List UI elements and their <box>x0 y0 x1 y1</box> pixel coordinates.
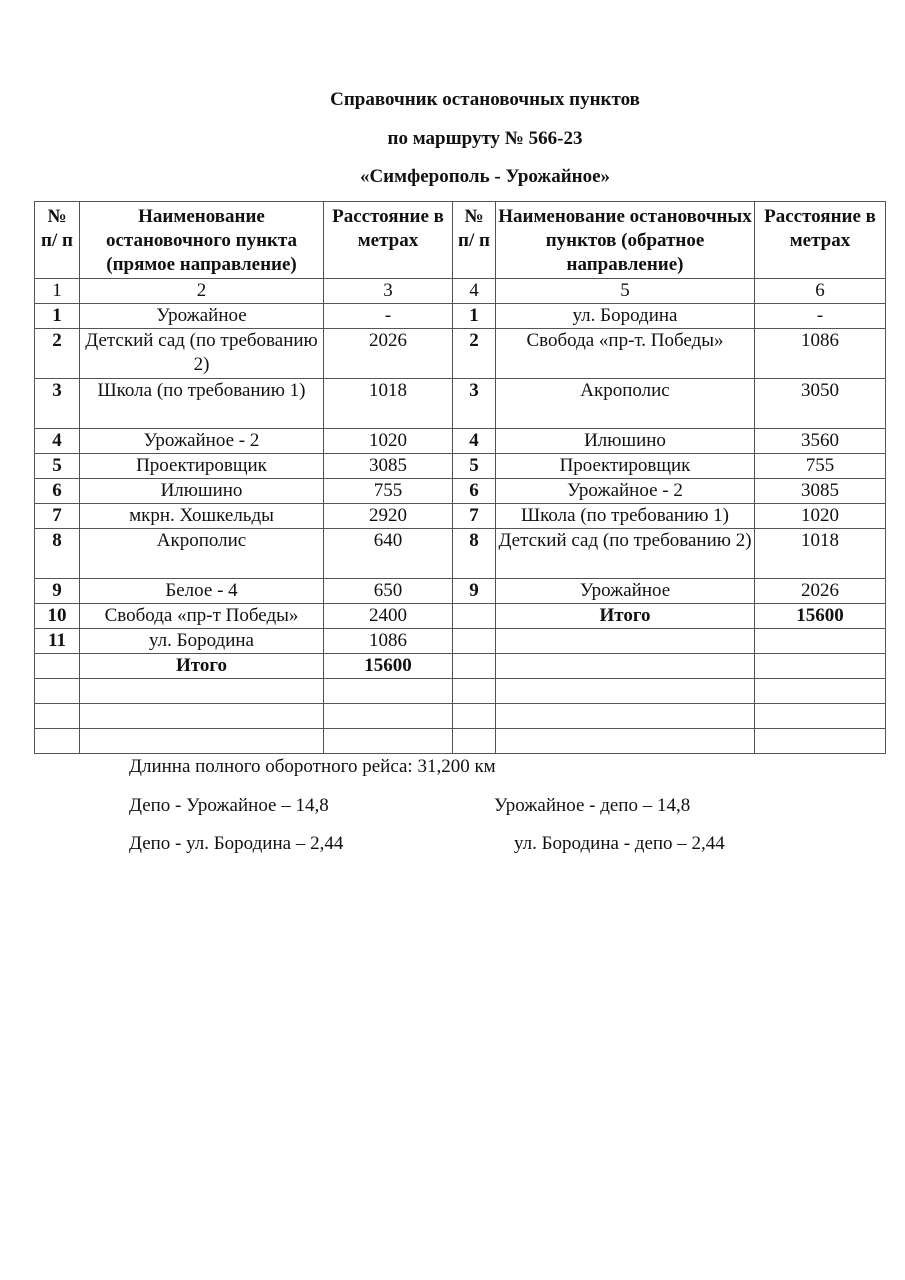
stop-number-forward: 10 <box>35 604 80 629</box>
stop-distance-reverse <box>755 629 886 654</box>
document-title: Справочник остановочных пунктов <box>330 89 640 110</box>
header-name-forward: Наименование остановочного пункта (прямое направление) <box>80 202 324 279</box>
stop-name-reverse: ул. Бородина <box>496 304 755 329</box>
stop-name-forward: Урожайное <box>80 304 324 329</box>
table-header-row <box>35 202 886 279</box>
stop-name-reverse: Урожайное <box>496 579 755 604</box>
total-label-reverse: Итого <box>496 604 755 629</box>
borodina-to-depot: ул. Бородина - депо – 2,44 <box>514 833 725 854</box>
stop-number-forward: 8 <box>35 529 80 579</box>
stop-number-forward: 4 <box>35 429 80 454</box>
column-number: 6 <box>755 279 886 304</box>
stop-number-reverse: 1 <box>453 304 496 329</box>
route-number-title: по маршруту № 566-23 <box>387 128 583 149</box>
depot-to-urozhaynoe: Депо - Урожайное – 14,8 <box>129 795 329 816</box>
stop-number-forward: 9 <box>35 579 80 604</box>
stop-name-reverse: Свобода «пр-т. Победы» <box>496 329 755 379</box>
stop-number-forward: 11 <box>35 629 80 654</box>
stop-number-reverse: 2 <box>453 329 496 379</box>
stop-distance-forward: 755 <box>324 479 453 504</box>
column-number: 2 <box>80 279 324 304</box>
header-distance-reverse: Расстояние в метрах <box>755 202 886 279</box>
stop-name-forward: Проектировщик <box>80 454 324 479</box>
empty-row <box>35 729 886 754</box>
full-trip-length: Длинна полного оборотного рейса: 31,200 км <box>129 756 496 777</box>
stop-distance-forward: 2026 <box>324 329 453 379</box>
stop-number-reverse: 7 <box>453 504 496 529</box>
stop-distance-reverse: 1020 <box>755 504 886 529</box>
stop-name-reverse: Школа (по требованию 1) <box>496 504 755 529</box>
stop-distance-reverse: 1018 <box>755 529 886 579</box>
table-row <box>35 529 886 579</box>
depot-to-borodina: Депо - ул. Бородина – 2,44 <box>129 833 344 854</box>
table-row <box>35 379 886 429</box>
stop-distance-forward: 1020 <box>324 429 453 454</box>
table-row <box>35 304 886 329</box>
column-number: 3 <box>324 279 453 304</box>
stop-distance-forward: 650 <box>324 579 453 604</box>
stop-distance-forward: 2400 <box>324 604 453 629</box>
stop-number-forward: 6 <box>35 479 80 504</box>
table-row <box>35 579 886 604</box>
empty-row <box>35 704 886 729</box>
table-row <box>35 604 886 629</box>
stop-distance-forward: 2920 <box>324 504 453 529</box>
stop-name-forward: Урожайное - 2 <box>80 429 324 454</box>
total-distance-forward: 15600 <box>324 654 453 679</box>
stop-number-forward: 5 <box>35 454 80 479</box>
table-row <box>35 479 886 504</box>
table-row <box>35 429 886 454</box>
stop-number-reverse <box>453 654 496 679</box>
column-number-row <box>35 279 886 304</box>
stop-number-forward: 7 <box>35 504 80 529</box>
stop-name-forward: ул. Бородина <box>80 629 324 654</box>
stop-distance-reverse: 1086 <box>755 329 886 379</box>
column-number: 1 <box>35 279 80 304</box>
stop-number-reverse: 5 <box>453 454 496 479</box>
stop-name-forward: Акрополис <box>80 529 324 579</box>
stop-name-forward: мкрн. Хошкельды <box>80 504 324 529</box>
stop-name-reverse: Илюшино <box>496 429 755 454</box>
empty-row <box>35 679 886 704</box>
stop-number-forward: 3 <box>35 379 80 429</box>
header-distance-forward: Расстояние в метрах <box>324 202 453 279</box>
stop-name-reverse <box>496 654 755 679</box>
stop-name-reverse: Проектировщик <box>496 454 755 479</box>
route-name-title: «Симферополь - Урожайное» <box>359 166 611 187</box>
stop-number-reverse: 9 <box>453 579 496 604</box>
stop-number-reverse: 6 <box>453 479 496 504</box>
stop-name-forward: Белое - 4 <box>80 579 324 604</box>
table-row <box>35 504 886 529</box>
stop-distance-forward: 1018 <box>324 379 453 429</box>
header-num-forward: № п/ п <box>35 202 80 279</box>
stop-distance-forward: 3085 <box>324 454 453 479</box>
stop-name-forward: Детский сад (по требованию 2) <box>80 329 324 379</box>
stop-distance-forward: 1086 <box>324 629 453 654</box>
header-num-reverse: № п/ п <box>453 202 496 279</box>
stop-distance-forward: - <box>324 304 453 329</box>
stop-number-forward <box>35 654 80 679</box>
stop-distance-forward: 640 <box>324 529 453 579</box>
table-row <box>35 654 886 679</box>
stop-name-reverse: Акрополис <box>496 379 755 429</box>
stops-table <box>34 201 886 754</box>
total-label-forward: Итого <box>80 654 324 679</box>
table-row <box>35 329 886 379</box>
stop-name-reverse <box>496 629 755 654</box>
stop-name-reverse: Детский сад (по требованию 2) <box>496 529 755 579</box>
stop-name-reverse: Урожайное - 2 <box>496 479 755 504</box>
stop-distance-reverse: 3050 <box>755 379 886 429</box>
stop-distance-reverse: - <box>755 304 886 329</box>
table-row <box>35 629 886 654</box>
header-name-reverse: Наименование остановочных пунктов (обратное направление) <box>496 202 755 279</box>
stop-number-reverse: 3 <box>453 379 496 429</box>
column-number: 4 <box>453 279 496 304</box>
table-row <box>35 454 886 479</box>
stop-number-forward: 2 <box>35 329 80 379</box>
stop-number-forward: 1 <box>35 304 80 329</box>
stop-distance-reverse: 2026 <box>755 579 886 604</box>
stop-distance-reverse: 3085 <box>755 479 886 504</box>
column-number: 5 <box>496 279 755 304</box>
stop-distance-reverse: 755 <box>755 454 886 479</box>
total-distance-reverse: 15600 <box>755 604 886 629</box>
stop-number-reverse <box>453 629 496 654</box>
stop-name-forward: Илюшино <box>80 479 324 504</box>
urozhaynoe-to-depot: Урожайное - депо – 14,8 <box>494 795 691 816</box>
stop-distance-reverse <box>755 654 886 679</box>
stop-name-forward: Свобода «пр-т Победы» <box>80 604 324 629</box>
stop-number-reverse <box>453 604 496 629</box>
stop-number-reverse: 8 <box>453 529 496 579</box>
stop-distance-reverse: 3560 <box>755 429 886 454</box>
stop-name-forward: Школа (по требованию 1) <box>80 379 324 429</box>
stop-number-reverse: 4 <box>453 429 496 454</box>
